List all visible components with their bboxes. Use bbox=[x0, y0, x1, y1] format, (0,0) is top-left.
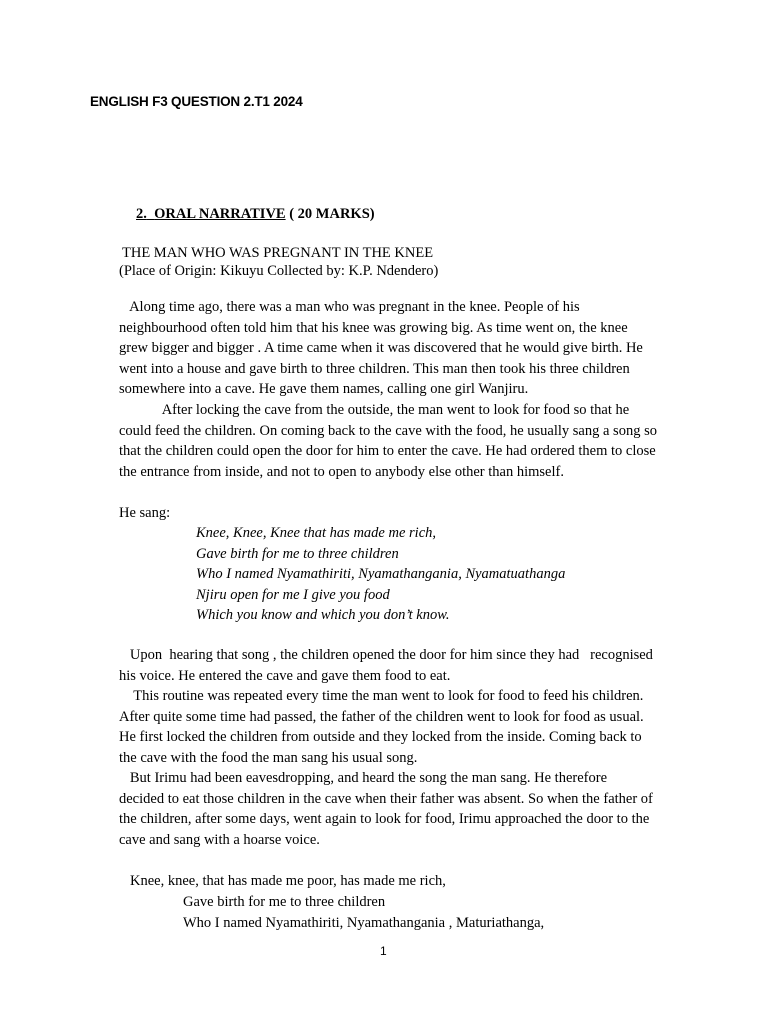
song-line: Knee, knee, that has made me poor, has made me rich, bbox=[130, 873, 446, 889]
document-header: ENGLISH F3 QUESTION 2.T1 2024 bbox=[90, 94, 303, 109]
text-line: somewhere into a cave. He gave them names, calling one girl Wanjiru. bbox=[119, 381, 529, 398]
text-line: Along time ago, there was a man who was pregnant in the knee. People of his bbox=[119, 299, 580, 315]
song-line: Knee, Knee, Knee that has made me rich, bbox=[196, 525, 437, 541]
text-line: grew bigger and bigger . A time came when it was discovered that he would give birth. He bbox=[119, 340, 643, 357]
text-line: his voice. He entered the cave and gave them food to eat. bbox=[119, 667, 451, 684]
text-line: cave and sang with a hoarse voice. bbox=[119, 831, 320, 848]
he-sang-label bbox=[119, 503, 691, 524]
song-line: Which you know and which you don’t know. bbox=[196, 607, 450, 624]
text-line: He first locked the children from outside and they locked from the inside. Coming back to bbox=[119, 729, 642, 746]
song-1 bbox=[196, 523, 565, 626]
text-line: could feed the children. On coming back to the cave with the food, he usually sang a song so bbox=[119, 422, 657, 439]
section-marks: ( 20 MARKS) bbox=[289, 206, 375, 222]
section-heading bbox=[136, 206, 375, 223]
text-line: But Irimu had been eavesdropping, and heard the song the man sang. He therefore bbox=[119, 770, 608, 786]
paragraph-2 bbox=[119, 400, 691, 482]
song-line: Who I named Nyamathiriti, Nyamathangania, Nyamatuathanga bbox=[196, 566, 566, 583]
song-line: Gave birth for me to three children bbox=[196, 545, 399, 562]
song-2 bbox=[183, 892, 544, 933]
section-title: ORAL NARRATIVE bbox=[154, 206, 286, 222]
text-line: the children, after some days, went again to look for food, Irimu approached the door to the bbox=[119, 811, 650, 828]
text-line: Upon hearing that song , the children opened the door for him since they had recognised bbox=[119, 647, 653, 663]
song-line: Njiru open for me I give you food bbox=[196, 586, 390, 603]
text-line: that the children could open the door for him to enter the cave. He had ordered them to close bbox=[119, 443, 656, 460]
song-2-first-line bbox=[130, 871, 446, 892]
paragraph-3 bbox=[119, 645, 691, 686]
text-line: went into a house and gave birth to three children. This man then took his three children bbox=[119, 360, 630, 377]
text-line: decided to eat those children in the cave when their father was absent. So when the father of bbox=[119, 790, 653, 807]
text-line: After quite some time had passed, the father of the children went to look for food as usual. bbox=[119, 708, 644, 725]
section-number: 2. bbox=[136, 206, 147, 222]
song-line: Gave birth for me to three children bbox=[183, 894, 386, 910]
paragraph-4 bbox=[119, 686, 691, 768]
text-line: the cave with the food the man sang his usual song. bbox=[119, 749, 418, 766]
song-line: Who I named Nyamathiriti, Nyamathangania , Maturiathanga, bbox=[183, 914, 545, 931]
text-line: This routine was repeated every time the man went to look for food to feed his children. bbox=[119, 688, 644, 704]
story-origin: (Place of Origin: Kikuyu Collected by: K.P. Ndendero) bbox=[119, 263, 439, 279]
text-line: He sang: bbox=[119, 505, 171, 521]
paragraph-5 bbox=[119, 768, 691, 850]
story-title: THE MAN WHO WAS PREGNANT IN THE KNEE bbox=[122, 245, 434, 261]
page-number: 1 bbox=[380, 944, 387, 958]
text-line: the entrance from inside, and not to open to anybody else other than himself. bbox=[119, 463, 564, 480]
paragraph-1 bbox=[119, 297, 691, 400]
text-line: After locking the cave from the outside, the man went to look for food so that he bbox=[119, 402, 630, 418]
text-line: neighbourhood often told him that his knee was growing big. As time went on, the knee bbox=[119, 319, 628, 336]
